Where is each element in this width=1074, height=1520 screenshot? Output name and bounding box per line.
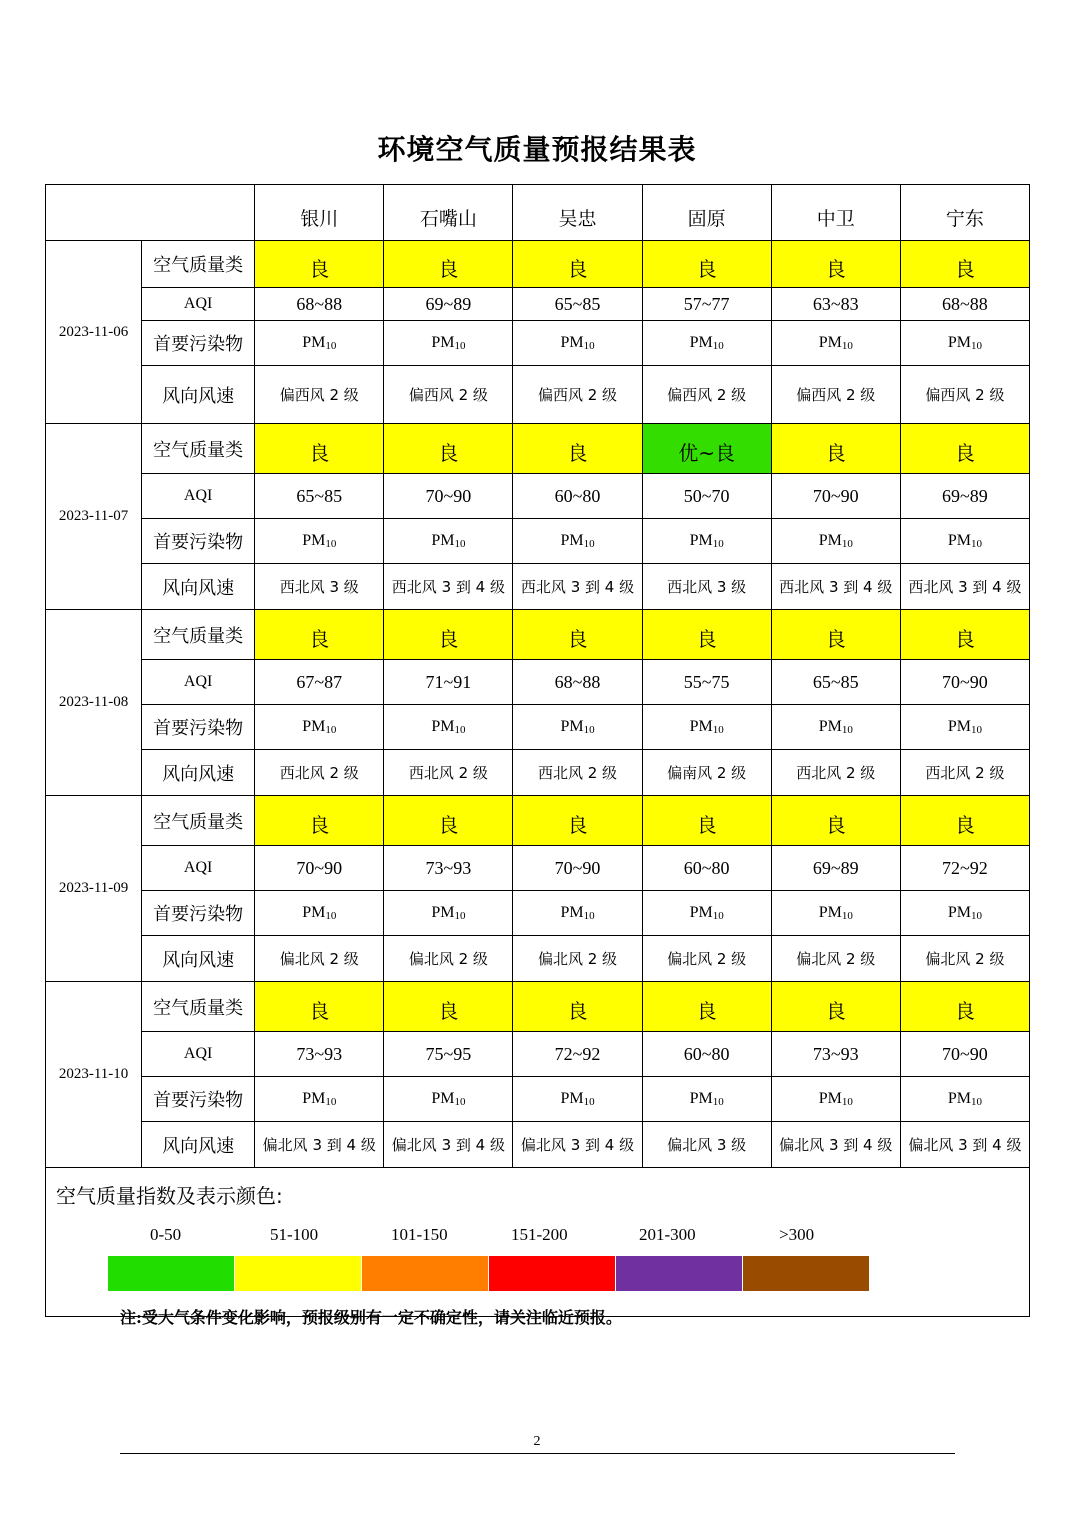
primary-pollutant-cell	[642, 891, 771, 936]
quality-category-cell: 良	[384, 424, 513, 474]
row-label-aqi: AQI	[142, 288, 255, 321]
quality-row	[46, 610, 1030, 660]
pollutant-name: PM	[689, 532, 713, 549]
pollutant-subscript: 10	[841, 340, 853, 352]
quality-category-cell: 良	[384, 241, 513, 288]
pollutant-subscript: 10	[325, 340, 337, 352]
wind-cell: 偏西风 2 级	[255, 366, 384, 424]
quality-category-cell: 良	[771, 610, 900, 660]
pollutant-subscript: 10	[970, 340, 982, 352]
quality-category-cell: 良	[255, 610, 384, 660]
quality-category-cell: 良	[771, 982, 900, 1032]
city-header: 中卫	[771, 185, 900, 241]
primary-pollutant-cell	[513, 891, 642, 936]
quality-category-cell: 良	[513, 982, 642, 1032]
row-label-pollutant: 首要污染物	[142, 1077, 255, 1122]
primary-pollutant-cell	[255, 1077, 384, 1122]
pollutant-subscript: 10	[970, 724, 982, 736]
pollutant-name: PM	[302, 334, 326, 351]
row-label-aqi: AQI	[142, 660, 255, 705]
wind-row	[46, 1122, 1030, 1168]
primary-pollutant-cell	[642, 519, 771, 564]
wind-cell: 偏北风 3 到 4 级	[384, 1122, 513, 1168]
city-header: 固原	[642, 185, 771, 241]
forecast-date: 2023-11-10	[46, 982, 142, 1168]
primary-pollutant-cell	[384, 321, 513, 366]
quality-category-cell: 良	[771, 241, 900, 288]
quality-category-cell: 良	[384, 610, 513, 660]
pollutant-subscript: 10	[583, 724, 595, 736]
quality-category-cell: 良	[642, 610, 771, 660]
pollutant-name: PM	[818, 1090, 842, 1107]
primary-pollutant-cell	[384, 891, 513, 936]
pollutant-subscript: 10	[970, 910, 982, 922]
row-label-aqi: AQI	[142, 474, 255, 519]
pollutant-subscript: 10	[841, 538, 853, 550]
aqi-range-cell: 68~88	[900, 288, 1029, 321]
primary-pollutant-cell	[513, 321, 642, 366]
wind-cell: 偏北风 3 到 4 级	[513, 1122, 642, 1168]
primary-pollutant-cell	[900, 321, 1029, 366]
primary-pollutant-cell	[900, 705, 1029, 750]
pollutant-subscript: 10	[454, 910, 466, 922]
wind-cell: 西北风 2 级	[384, 750, 513, 796]
pollutant-row	[46, 891, 1030, 936]
row-label-pollutant: 首要污染物	[142, 321, 255, 366]
quality-row	[46, 424, 1030, 474]
pollutant-subscript: 10	[712, 538, 724, 550]
quality-category-cell: 良	[900, 424, 1029, 474]
pollutant-name: PM	[431, 718, 455, 735]
aqi-row	[46, 846, 1030, 891]
primary-pollutant-cell	[771, 321, 900, 366]
pollutant-subscript: 10	[970, 538, 982, 550]
wind-cell: 西北风 3 到 4 级	[513, 564, 642, 610]
city-header: 宁东	[900, 185, 1029, 241]
primary-pollutant-cell	[642, 1077, 771, 1122]
aqi-range-cell: 73~93	[771, 1032, 900, 1077]
legend-range-label: 201-300	[639, 1225, 696, 1244]
quality-row	[46, 982, 1030, 1032]
primary-pollutant-cell	[384, 1077, 513, 1122]
aqi-range-cell: 70~90	[513, 846, 642, 891]
primary-pollutant-cell	[255, 321, 384, 366]
aqi-row	[46, 288, 1030, 321]
quality-row	[46, 796, 1030, 846]
wind-row	[46, 750, 1030, 796]
aqi-range-cell: 75~95	[384, 1032, 513, 1077]
pollutant-name: PM	[689, 334, 713, 351]
pollutant-subscript: 10	[970, 1096, 982, 1108]
quality-category-cell: 良	[900, 796, 1029, 846]
pollutant-name: PM	[947, 718, 971, 735]
primary-pollutant-cell	[642, 705, 771, 750]
legend-color-swatch	[235, 1256, 361, 1291]
row-label-pollutant: 首要污染物	[142, 705, 255, 750]
pollutant-name: PM	[302, 904, 326, 921]
aqi-range-cell: 60~80	[642, 1032, 771, 1077]
wind-cell: 偏北风 2 级	[900, 936, 1029, 982]
pollutant-subscript: 10	[712, 340, 724, 352]
legend-range-label: >300	[779, 1225, 815, 1244]
aqi-range-cell: 65~85	[771, 660, 900, 705]
pollutant-row	[46, 519, 1030, 564]
forecast-table	[45, 184, 1030, 1317]
wind-cell: 西北风 3 到 4 级	[384, 564, 513, 610]
legend-title: 空气质量指数及表示颜色:	[56, 1184, 283, 1208]
wind-cell: 西北风 3 级	[642, 564, 771, 610]
pollutant-subscript: 10	[583, 910, 595, 922]
primary-pollutant-cell	[255, 705, 384, 750]
wind-row	[46, 564, 1030, 610]
aqi-range-cell: 69~89	[771, 846, 900, 891]
quality-category-cell: 良	[255, 982, 384, 1032]
aqi-range-cell: 70~90	[900, 660, 1029, 705]
quality-category-cell: 良	[255, 424, 384, 474]
primary-pollutant-cell	[642, 321, 771, 366]
header-row	[46, 185, 1030, 241]
pollutant-name: PM	[431, 1090, 455, 1107]
quality-category-cell: 良	[900, 241, 1029, 288]
quality-category-cell: 良	[513, 796, 642, 846]
primary-pollutant-cell	[513, 519, 642, 564]
aqi-range-cell: 69~89	[384, 288, 513, 321]
wind-cell: 西北风 3 到 4 级	[900, 564, 1029, 610]
wind-cell: 西北风 2 级	[900, 750, 1029, 796]
pollutant-subscript: 10	[325, 1096, 337, 1108]
pollutant-name: PM	[302, 532, 326, 549]
aqi-row	[46, 660, 1030, 705]
aqi-range-cell: 70~90	[255, 846, 384, 891]
row-label-pollutant: 首要污染物	[142, 891, 255, 936]
pollutant-subscript: 10	[454, 340, 466, 352]
wind-cell: 偏西风 2 级	[513, 366, 642, 424]
quality-category-cell: 良	[513, 424, 642, 474]
quality-category-cell: 良	[771, 796, 900, 846]
wind-cell: 偏北风 2 级	[642, 936, 771, 982]
row-label-aqi: AQI	[142, 1032, 255, 1077]
quality-category-cell: 良	[513, 610, 642, 660]
wind-cell: 西北风 3 级	[255, 564, 384, 610]
quality-category-cell: 良	[384, 796, 513, 846]
pollutant-name: PM	[560, 334, 584, 351]
pollutant-subscript: 10	[325, 538, 337, 550]
row-label-wind: 风向风速	[142, 1122, 255, 1168]
legend-color-swatch	[616, 1256, 742, 1291]
quality-category-cell: 良	[642, 796, 771, 846]
row-label-pollutant: 首要污染物	[142, 519, 255, 564]
wind-cell: 偏北风 2 级	[513, 936, 642, 982]
quality-category-cell: 良	[771, 424, 900, 474]
pollutant-subscript: 10	[712, 1096, 724, 1108]
aqi-range-cell: 60~80	[513, 474, 642, 519]
aqi-row	[46, 1032, 1030, 1077]
pollutant-name: PM	[947, 532, 971, 549]
pollutant-subscript: 10	[583, 1096, 595, 1108]
primary-pollutant-cell	[771, 519, 900, 564]
aqi-range-cell: 69~89	[900, 474, 1029, 519]
quality-category-cell: 良	[642, 241, 771, 288]
pollutant-name: PM	[947, 1090, 971, 1107]
row-label-wind: 风向风速	[142, 564, 255, 610]
primary-pollutant-cell	[513, 705, 642, 750]
aqi-row	[46, 474, 1030, 519]
header-corner	[46, 185, 255, 241]
aqi-range-cell: 70~90	[900, 1032, 1029, 1077]
wind-cell: 偏西风 2 级	[384, 366, 513, 424]
city-header: 银川	[255, 185, 384, 241]
legend-range-label: 51-100	[270, 1225, 319, 1244]
pollutant-subscript: 10	[454, 724, 466, 736]
wind-cell: 偏北风 3 级	[642, 1122, 771, 1168]
aqi-color-legend	[46, 1168, 1030, 1317]
disclaimer-note: 注:受大气条件变化影响，预报级别有一定不确定性，请关注临近预报。	[120, 1308, 622, 1327]
legend-color-swatch	[743, 1256, 869, 1291]
forecast-date: 2023-11-07	[46, 424, 142, 610]
aqi-range-cell: 57~77	[642, 288, 771, 321]
wind-cell: 偏北风 2 级	[384, 936, 513, 982]
wind-cell: 西北风 2 级	[255, 750, 384, 796]
pollutant-name: PM	[431, 904, 455, 921]
pollutant-subscript: 10	[454, 1096, 466, 1108]
city-header: 石嘴山	[384, 185, 513, 241]
legend-color-swatch	[489, 1256, 615, 1291]
row-label-quality: 空气质量类	[142, 241, 255, 288]
wind-cell: 偏南风 2 级	[642, 750, 771, 796]
quality-row	[46, 241, 1030, 288]
pollutant-name: PM	[689, 1090, 713, 1107]
quality-category-cell: 良	[900, 610, 1029, 660]
wind-row	[46, 366, 1030, 424]
legend-color-swatch	[108, 1256, 234, 1291]
wind-cell: 西北风 2 级	[771, 750, 900, 796]
wind-cell: 偏北风 3 到 4 级	[255, 1122, 384, 1168]
primary-pollutant-cell	[384, 705, 513, 750]
pollutant-name: PM	[431, 334, 455, 351]
aqi-range-cell: 73~93	[384, 846, 513, 891]
quality-category-cell: 良	[642, 982, 771, 1032]
aqi-range-cell: 68~88	[255, 288, 384, 321]
primary-pollutant-cell	[771, 891, 900, 936]
wind-cell: 偏北风 3 到 4 级	[900, 1122, 1029, 1168]
aqi-range-cell: 65~85	[255, 474, 384, 519]
wind-cell: 偏北风 2 级	[771, 936, 900, 982]
city-header: 吴忠	[513, 185, 642, 241]
pollutant-name: PM	[818, 532, 842, 549]
pollutant-name: PM	[560, 904, 584, 921]
pollutant-name: PM	[947, 904, 971, 921]
aqi-range-cell: 50~70	[642, 474, 771, 519]
pollutant-subscript: 10	[325, 724, 337, 736]
pollutant-subscript: 10	[841, 910, 853, 922]
quality-category-cell: 良	[255, 796, 384, 846]
aqi-range-cell: 72~92	[513, 1032, 642, 1077]
wind-cell: 偏西风 2 级	[642, 366, 771, 424]
primary-pollutant-cell	[384, 519, 513, 564]
pollutant-subscript: 10	[583, 538, 595, 550]
aqi-range-cell: 67~87	[255, 660, 384, 705]
aqi-range-cell: 72~92	[900, 846, 1029, 891]
legend-range-label: 0-50	[150, 1225, 182, 1244]
pollutant-row	[46, 1077, 1030, 1122]
primary-pollutant-cell	[771, 1077, 900, 1122]
primary-pollutant-cell	[255, 891, 384, 936]
aqi-range-cell: 70~90	[384, 474, 513, 519]
pollutant-name: PM	[947, 334, 971, 351]
pollutant-name: PM	[818, 718, 842, 735]
legend-range-label: 151-200	[511, 1225, 568, 1244]
wind-cell: 西北风 2 级	[513, 750, 642, 796]
wind-cell: 偏西风 2 级	[771, 366, 900, 424]
aqi-range-cell: 65~85	[513, 288, 642, 321]
row-label-quality: 空气质量类	[142, 610, 255, 660]
wind-cell: 偏西风 2 级	[900, 366, 1029, 424]
aqi-range-cell: 68~88	[513, 660, 642, 705]
aqi-range-cell: 73~93	[255, 1032, 384, 1077]
pollutant-name: PM	[818, 334, 842, 351]
row-label-wind: 风向风速	[142, 936, 255, 982]
wind-cell: 偏北风 3 到 4 级	[771, 1122, 900, 1168]
forecast-date: 2023-11-08	[46, 610, 142, 796]
primary-pollutant-cell	[771, 705, 900, 750]
page-number: 2	[533, 1434, 541, 1449]
quality-category-cell: 良	[900, 982, 1029, 1032]
pollutant-subscript: 10	[841, 724, 853, 736]
primary-pollutant-cell	[900, 519, 1029, 564]
primary-pollutant-cell	[900, 891, 1029, 936]
pollutant-name: PM	[818, 904, 842, 921]
quality-category-cell: 优~良	[642, 424, 771, 474]
primary-pollutant-cell	[900, 1077, 1029, 1122]
wind-cell: 西北风 3 到 4 级	[771, 564, 900, 610]
wind-row	[46, 936, 1030, 982]
legend-range-label: 101-150	[391, 1225, 448, 1244]
pollutant-subscript: 10	[841, 1096, 853, 1108]
pollutant-row	[46, 321, 1030, 366]
pollutant-subscript: 10	[712, 724, 724, 736]
pollutant-row	[46, 705, 1030, 750]
quality-category-cell: 良	[513, 241, 642, 288]
wind-cell: 偏北风 2 级	[255, 936, 384, 982]
pollutant-name: PM	[302, 1090, 326, 1107]
footer-divider	[120, 1453, 955, 1454]
pollutant-name: PM	[431, 532, 455, 549]
row-label-quality: 空气质量类	[142, 796, 255, 846]
pollutant-name: PM	[560, 532, 584, 549]
primary-pollutant-cell	[255, 519, 384, 564]
forecast-date: 2023-11-09	[46, 796, 142, 982]
aqi-range-cell: 63~83	[771, 288, 900, 321]
legend-row	[46, 1168, 1030, 1317]
aqi-range-cell: 60~80	[642, 846, 771, 891]
row-label-aqi: AQI	[142, 846, 255, 891]
pollutant-name: PM	[560, 1090, 584, 1107]
pollutant-subscript: 10	[454, 538, 466, 550]
aqi-range-cell: 70~90	[771, 474, 900, 519]
aqi-range-cell: 55~75	[642, 660, 771, 705]
pollutant-subscript: 10	[712, 910, 724, 922]
pollutant-subscript: 10	[583, 340, 595, 352]
quality-category-cell: 良	[384, 982, 513, 1032]
row-label-quality: 空气质量类	[142, 424, 255, 474]
row-label-wind: 风向风速	[142, 366, 255, 424]
row-label-wind: 风向风速	[142, 750, 255, 796]
row-label-quality: 空气质量类	[142, 982, 255, 1032]
forecast-date: 2023-11-06	[46, 241, 142, 424]
pollutant-name: PM	[302, 718, 326, 735]
aqi-range-cell: 71~91	[384, 660, 513, 705]
pollutant-name: PM	[689, 904, 713, 921]
pollutant-name: PM	[560, 718, 584, 735]
page-title: 环境空气质量预报结果表	[377, 133, 697, 166]
pollutant-name: PM	[689, 718, 713, 735]
pollutant-subscript: 10	[325, 910, 337, 922]
quality-category-cell: 良	[255, 241, 384, 288]
legend-color-swatch	[362, 1256, 488, 1291]
primary-pollutant-cell	[513, 1077, 642, 1122]
